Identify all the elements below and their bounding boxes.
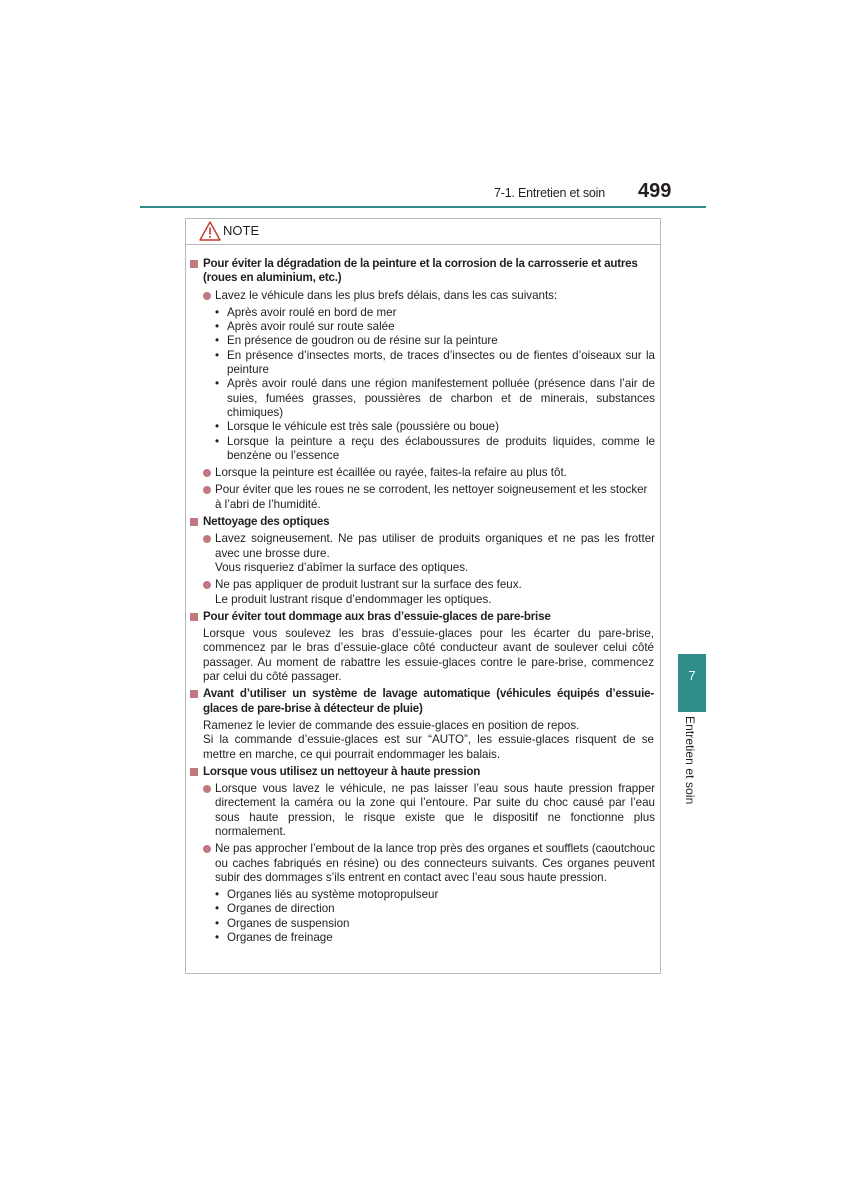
list-item: Lavez soigneusement. Ne pas utiliser de produits organiques et ne pas les frotter avec une brosse dure. Vous risqueriez d’abîmer la surface des optiques. (186, 532, 660, 575)
list-item: Lorsque vous lavez le véhicule, ne pas laisser l’eau sous haute pression frapper directement la caméra ou la zone qui l’entoure. Par suite du choc causé par l’eau sous haute pression, le risque existe que le dispositif ne fonctionne plus normalement. (186, 782, 660, 839)
section-heading: Lorsque vous utilisez un nettoyeur à haute pression (186, 765, 660, 779)
round-bullet-icon (203, 292, 211, 300)
paragraph: Ramenez le levier de commande des essuie-glaces en position de repos. Si la commande d’essuie-glaces est sur “AUTO”, les essuie-glaces risquent de se mettre en marche, ce qui pourrait endommager les balais. (203, 718, 654, 761)
list-item: Ne pas appliquer de produit lustrant sur la surface des feux. Le produit lustrant risque d’endommager les optiques. (186, 578, 660, 607)
round-bullet-icon (203, 785, 211, 793)
sub-list-item: • Organes de suspension (215, 916, 350, 930)
sub-list-item: • Lorsque le véhicule est très sale (poussière ou boue) (215, 420, 499, 434)
paragraph: Lorsque vous soulevez les bras d’essuie-glaces pour les écarter du pare-brise, commencez par le bras d’essuie-glace côté conducteur avant de soulever celui côté passager. Au moment de rabattre les essuie-glaces contre le pare-brise, commencez par celui du côté passager. (203, 627, 654, 684)
note-box (185, 218, 661, 974)
list-item: Lavez le véhicule dans les plus brefs délais, dans les cas suivants: (186, 289, 660, 303)
square-bullet-icon (190, 768, 198, 776)
square-bullet-icon (190, 613, 198, 621)
sub-list-item: • Après avoir roulé dans une région manifestement polluée (présence dans l’air de suies, fumées grasses, poussières de charbon et de minerais, substances chimiques) (215, 377, 655, 419)
list-item: Ne pas approcher l’embout de la lance trop près des organes et soufflets (caoutchouc ou caches fabriqués en résine) ou des connecteurs suivants. Ces organes peuvent subir des dommages s’ils entrent en contact avec l’eau sous haute pression. (186, 842, 660, 885)
header-section: 7-1. Entretien et soin (494, 186, 605, 200)
sub-list-item: • Après avoir roulé sur route salée (215, 320, 395, 334)
round-bullet-icon (203, 535, 211, 543)
sub-list-item: • En présence de goudron ou de résine sur la peinture (215, 334, 498, 348)
note-label: NOTE (223, 223, 260, 238)
sub-list-item: • En présence d’insectes morts, de traces d’insectes ou de fientes d’oiseaux sur la peinture (215, 348, 655, 377)
section-heading: Pour éviter la dégradation de la peinture et la corrosion de la carrosserie et autres (roues en aluminium, etc.) (186, 257, 660, 286)
sub-list-item: • Après avoir roulé en bord de mer (215, 305, 397, 319)
list-item: Pour éviter que les roues ne se corrodent, les nettoyer soigneusement et les stocker à l’abri de l’humidité. (186, 483, 660, 512)
section-heading: Pour éviter tout dommage aux bras d’essuie-glaces de pare-brise (186, 610, 660, 624)
warning-triangle-icon (199, 221, 221, 246)
list-item: Lorsque la peinture est écaillée ou rayée, faites-la refaire au plus tôt. (186, 466, 660, 480)
header-rule (140, 206, 706, 208)
square-bullet-icon (190, 690, 198, 698)
sub-list-item: • Organes de direction (215, 902, 335, 916)
round-bullet-icon (203, 469, 211, 477)
note-header (186, 219, 660, 245)
round-bullet-icon (203, 486, 211, 494)
section-heading: Avant d’utiliser un système de lavage automatique (véhicules équipés d’essuie-glaces de pare-brise à détecteur de pluie) (186, 687, 660, 716)
round-bullet-icon (203, 581, 211, 589)
sub-list-item: • Organes de freinage (215, 931, 333, 945)
chapter-tab[interactable]: 7 (678, 654, 706, 712)
page-number: 499 (638, 180, 672, 202)
sub-list-item: • Organes liés au système motopropulseur (215, 888, 439, 902)
note-content (186, 257, 660, 945)
square-bullet-icon (190, 518, 198, 526)
section-heading: Nettoyage des optiques (186, 515, 660, 529)
round-bullet-icon (203, 845, 211, 853)
square-bullet-icon (190, 260, 198, 268)
chapter-title: Entretien et soin (683, 716, 697, 805)
sub-list-item: • Lorsque la peinture a reçu des éclaboussures de produits liquides, comme le benzène ou l’essence (215, 434, 655, 462)
